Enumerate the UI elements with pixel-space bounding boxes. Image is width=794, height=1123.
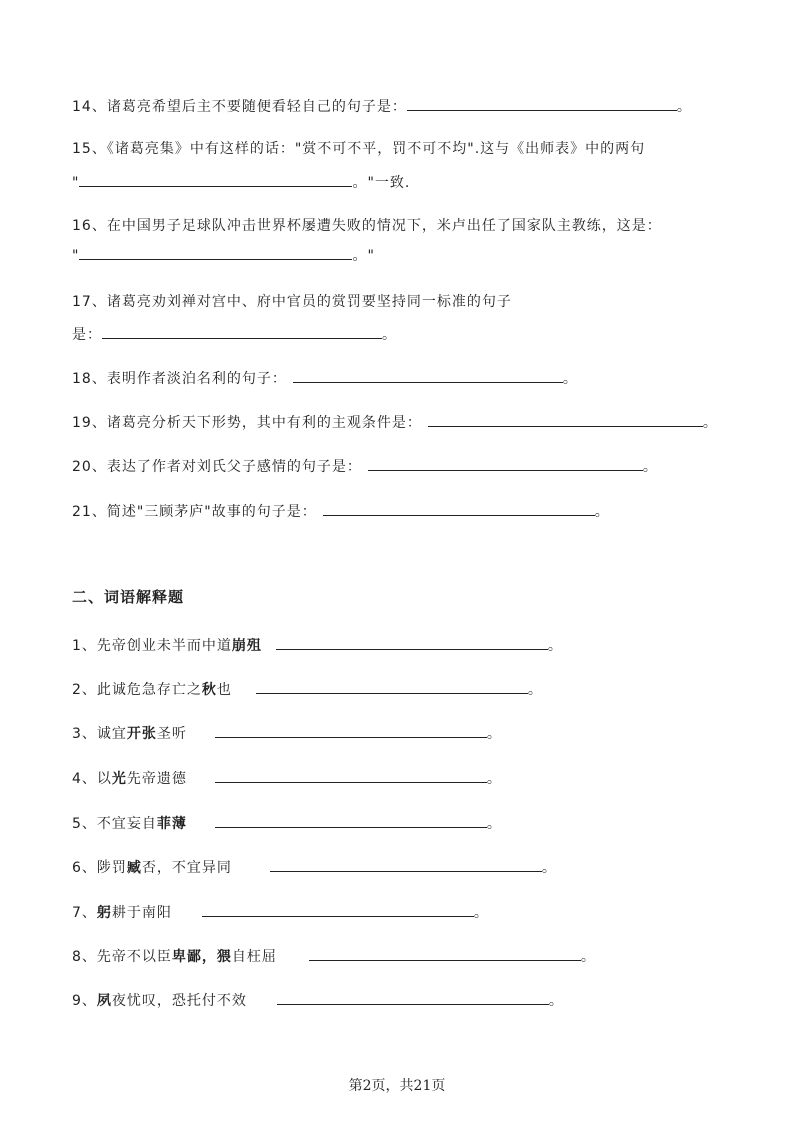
vocab-item-1: 1、先帝创业未半而中道崩殂 。 [72, 635, 563, 656]
answer-blank[interactable] [102, 324, 382, 339]
answer-blank[interactable] [428, 412, 703, 427]
answer-blank[interactable] [309, 946, 581, 961]
vocab-item-5: 5、不宜妄自菲薄 。 [72, 813, 502, 834]
keyword: 夙 [96, 993, 112, 1009]
answer-blank[interactable] [277, 990, 549, 1005]
question-17: 17、诸葛亮劝刘禅对宫中、府中官员的赏罚要坚持同一标准的句子 [72, 294, 512, 310]
answer-blank[interactable] [79, 245, 352, 260]
question-17-answer: 是： 。 [72, 324, 397, 345]
answer-blank[interactable] [215, 813, 487, 828]
answer-blank[interactable] [323, 501, 595, 516]
vocab-item-3: 3、诚宜开张圣听 。 [72, 723, 502, 744]
answer-blank[interactable] [276, 635, 548, 650]
vocab-item-9: 9、夙夜忧叹，恐托付不效 。 [72, 990, 564, 1011]
vocab-item-7: 7、躬耕于南阳 。 [72, 902, 489, 923]
vocab-item-4: 4、以光先帝遗德 。 [72, 768, 502, 789]
keyword: 光 [111, 771, 127, 787]
question-16: 16、在中国男子足球队冲击世界杯屡遭失败的情况下，米卢出任了国家队主教练，这是： [72, 218, 662, 234]
vocab-item-8: 8、先帝不以臣卑鄙，猥自枉屈 。 [72, 946, 596, 967]
question-21: 21、简述"三顾茅庐"故事的句子是： 。 [72, 501, 610, 522]
keyword: 秋 [201, 682, 217, 698]
question-18: 18、表明作者淡泊名利的句子： 。 [72, 368, 578, 389]
question-16-answer: " 。" [72, 245, 375, 266]
keyword: 躬 [96, 905, 112, 921]
question-15: 15、《诸葛亮集》中有这样的话："赏不可不平，罚不可不均".这与《出师表》中的两句 [72, 141, 646, 157]
keyword: 臧 [126, 860, 142, 876]
answer-blank[interactable] [256, 679, 528, 694]
question-14: 14、诸葛亮希望后主不要随便看轻自己的句子是： 。 [72, 96, 692, 117]
keyword: 卑鄙，猥 [171, 949, 232, 965]
answer-blank[interactable] [215, 723, 487, 738]
answer-blank[interactable] [215, 768, 487, 783]
question-20: 20、表达了作者对刘氏父子感情的句子是： 。 [72, 456, 658, 477]
question-15-answer: " 。"一致. [72, 172, 410, 193]
keyword: 开张 [126, 726, 157, 742]
question-19: 19、诸葛亮分析天下形势，其中有利的主观条件是： 。 [72, 412, 718, 433]
answer-blank[interactable] [293, 368, 563, 383]
keyword: 菲薄 [156, 816, 187, 832]
answer-blank[interactable] [79, 172, 352, 187]
answer-blank[interactable] [368, 456, 643, 471]
vocab-item-2: 2、此诚危急存亡之秋也 。 [72, 679, 543, 700]
keyword: 崩殂 [231, 638, 262, 654]
answer-blank[interactable] [202, 902, 474, 917]
answer-blank[interactable] [407, 96, 677, 111]
vocab-item-6: 6、陟罚臧否，不宜异同 。 [72, 857, 557, 878]
answer-blank[interactable] [270, 857, 542, 872]
section-title: 二、词语解释题 [72, 588, 185, 606]
page-footer: 第2页，共21页 [348, 1078, 446, 1094]
